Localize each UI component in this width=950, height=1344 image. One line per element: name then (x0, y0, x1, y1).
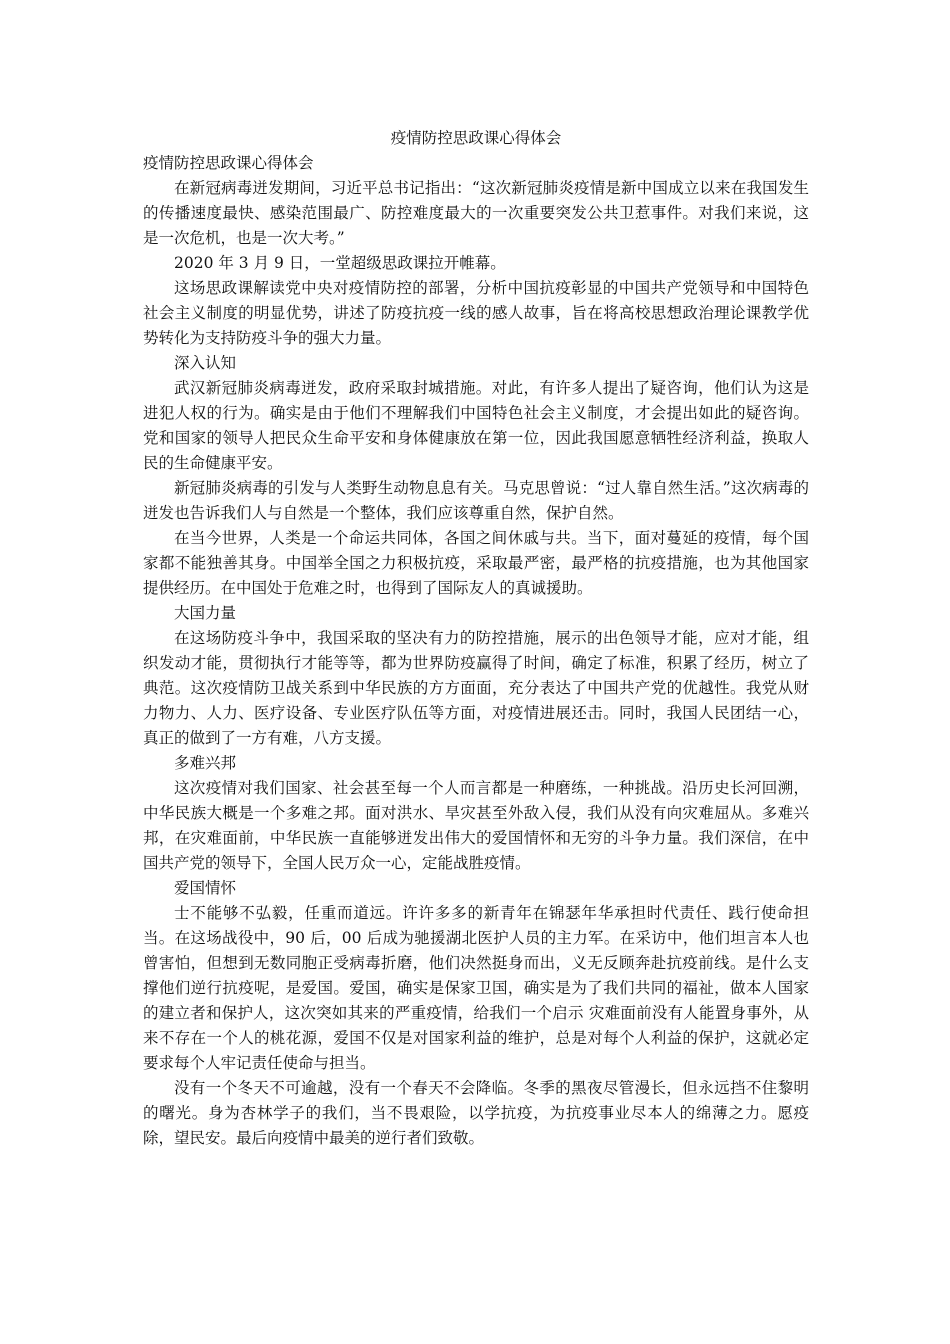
paragraph: 2020 年 3 月 9 日，一堂超级思政课拉开帷幕。 (174, 254, 506, 272)
section-heading: 多难兴邦 (174, 754, 237, 772)
paragraph: 士不能够不弘毅，任重而道远。许许多多的新青年在锦瑟年华承担时代责任、践行使命担当。在这场战役中，90 后，00 后成为驰援湖北医护人员的主力军。在采访中，他们坦言本人也曾害怕，但想到无数同胞正受病毒折磨，他们决然挺身而出，义无反顾奔赴抗疫前线。是什么支撑他们逆行抗疫呢，是爱国。爱国，确实是保家卫国，确实是为了我们共同的福祉，做本人国家的建立者和保护人，这次突如其来的严重疫情，给我们一个启示 灾难面前没有人能置身事外，从来不存在一个人的桃花源，爱国不仅是对国家利益的维护，总是对每个人利益的保护，这就必定要求每个人牢记责任使命与担当。 (143, 904, 809, 1072)
paragraph: 武汉新冠肺炎病毒迸发，政府采取封城措施。对此，有许多人提出了疑咨询，他们认为这是进犯人权的行为。确实是由于他们不理解我们中国特色社会主义制度，才会提出如此的疑咨询。党和国家的领导人把民众生命平安和身体健康放在第一位，因此我国愿意牺牲经济利益，换取人民的生命健康平安。 (143, 379, 809, 472)
document-subtitle: 疫情防控思政课心得体会 (143, 154, 314, 172)
document-title: 疫情防控思政课心得体会 (390, 129, 562, 147)
section-heading: 深入认知 (174, 354, 237, 372)
document-page (143, 126, 809, 1151)
paragraph: 在新冠病毒迸发期间，习近平总书记指出：“这次新冠肺炎疫情是新中国成立以来在我国发生的传播速度最快、感染范围最广、防控难度最大的一次重要突发公共卫惹事件。对我们来说，这是一次危机，也是一次大考。” (143, 179, 809, 247)
section-heading: 爱国情怀 (174, 879, 237, 897)
paragraph: 这场思政课解读党中央对疫情防控的部署，分析中国抗疫彰显的中国共产党领导和中国特色社会主义制度的明显优势，讲述了防疫抗疫一线的感人故事，旨在将高校思想政治理论课教学优势转化为支持防疫斗争的强大力量。 (143, 279, 809, 347)
paragraph: 在这场防疫斗争中，我国采取的坚决有力的防控措施，展示的出色领导才能，应对才能，组织发动才能，贯彻执行才能等等，都为世界防疫赢得了时间，确定了标准，积累了经历，树立了典范。这次疫情防卫战关系到中华民族的方方面面，充分表达了中国共产党的优越性。我党从财力物力、人力、医疗设备、专业医疗队伍等方面，对疫情进展还击。同时，我国人民团结一心，真正的做到了一方有难，八方支援。 (143, 629, 809, 747)
section-heading: 大国力量 (174, 604, 237, 622)
paragraph: 在当今世界，人类是一个命运共同体，各国之间休戚与共。当下，面对蔓延的疫情，每个国家都不能独善其身。中国举全国之力积极抗疫，采取最严密，最严格的抗疫措施，也为其他国家提供经历。在中国处于危难之时，也得到了国际友人的真诚援助。 (143, 529, 809, 597)
paragraph: 这次疫情对我们国家、社会甚至每一个人而言都是一种磨练，一种挑战。沿历史长河回溯，中华民族大概是一个多难之邦。面对洪水、旱灾甚至外敌入侵，我们从没有向灾难屈从。多难兴邦，在灾难面前，中华民族一直能够迸发出伟大的爱国情怀和无穷的斗争力量。我们深信，在中国共产党的领导下，全国人民万众一心，定能战胜疫情。 (143, 779, 809, 872)
paragraph: 没有一个冬天不可逾越，没有一个春天不会降临。冬季的黑夜尽管漫长，但永远挡不住黎明的曙光。身为杏林学子的我们，当不畏艰险，以学抗疫，为抗疫事业尽本人的绵薄之力。愿疫除，望民安。最后向疫情中最美的逆行者们致敬。 (143, 1079, 809, 1147)
paragraph: 新冠肺炎病毒的引发与人类野生动物息息有关。马克思曾说：“过人靠自然生活。”这次病毒的迸发也告诉我们人与自然是一个整体，我们应该尊重自然，保护自然。 (143, 479, 809, 522)
